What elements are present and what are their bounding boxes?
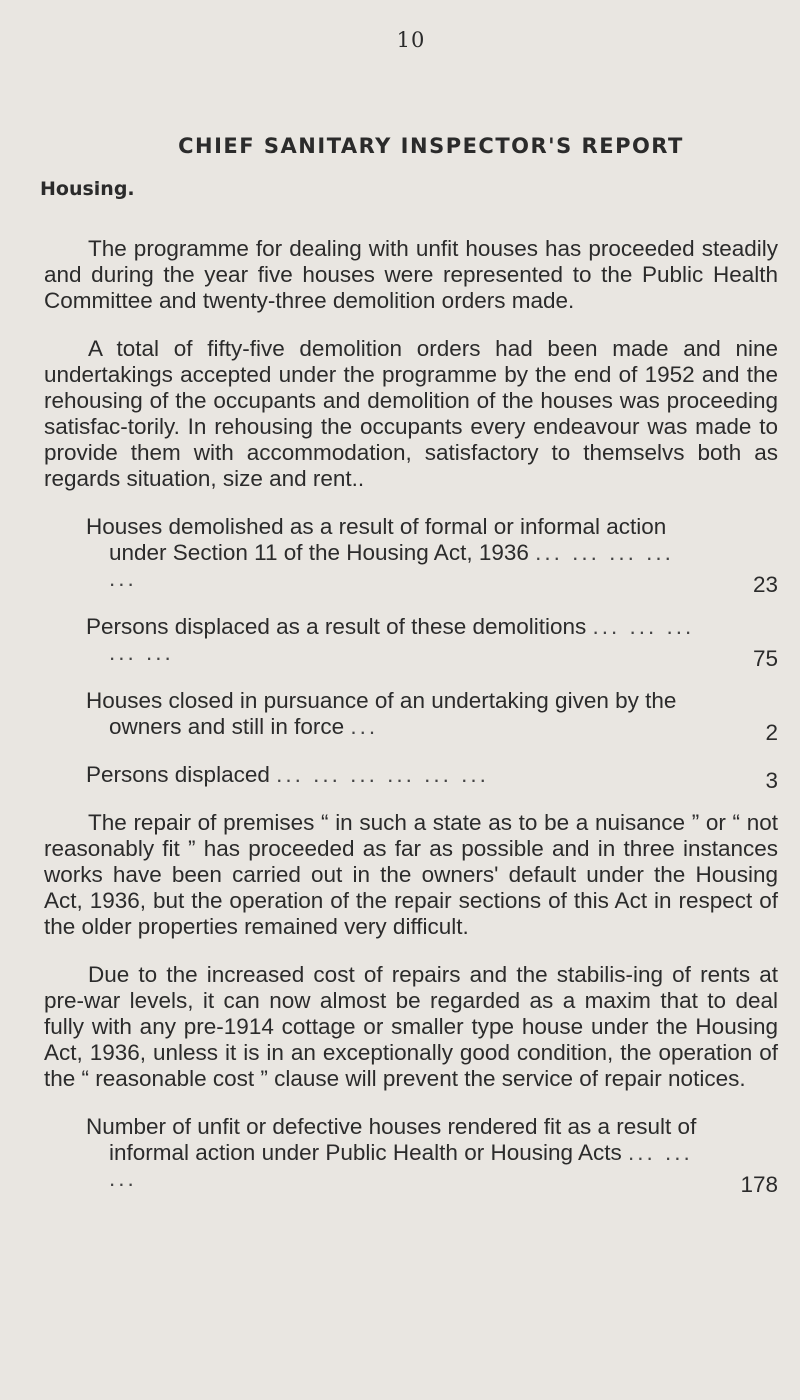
stat-persons-displaced <box>44 762 778 793</box>
paragraph-demolition-orders: A total of fifty-five demolition orders had been made and nine undertakings accepted under the programme by the end of 1952 and the rehousing of the occupants and demolition of the houses was proceeding satisfac-torily. In rehousing the occupants every endeavour was made to provide them with accommodation, satisfactory to themselvs both as regards situation, size and rent.. <box>44 336 778 491</box>
leader-dots: ... ... ... <box>109 1140 693 1191</box>
report-title: CHIEF SANITARY INSPECTOR'S REPORT <box>178 134 684 158</box>
page-number: 10 <box>396 28 426 52</box>
stat-persons-displaced-demolitions <box>44 614 778 671</box>
section-heading: Housing. <box>40 178 135 200</box>
housing-statistics <box>44 514 778 793</box>
leader-dots: ... <box>350 714 379 739</box>
stat-value: 23 <box>752 572 778 597</box>
stat-value: 75 <box>752 646 778 671</box>
stat-label: Number of unfit or defective houses rendered fit as a result of informal action under Public Health or Housing Acts <box>86 1114 697 1165</box>
stat-value: 178 <box>740 1172 778 1197</box>
stat-value: 3 <box>765 768 778 793</box>
paragraph-repair: The repair of premises “ in such a state as to be a nuisance ” or “ not reasonably fit ” has proceeded as far as possible and in three instances works have been carried out in the owners' default under the Housing Act, 1936, but the operation of the repair sections of this Act in respect of the older properties remained very difficult. <box>44 810 778 939</box>
paragraph-repair-costs: Due to the increased cost of repairs and the stabilis-ing of rents at pre-war levels, it can now almost be regarded as a maxim that to deal fully with any pre-1914 cottage or smaller type house under the Housing Act, 1936, unless it is in an exceptionally good condition, the operation of the “ reasonable cost ” clause will prevent the service of repair notices. <box>44 962 778 1091</box>
stat-houses-closed <box>44 688 778 745</box>
paragraph-programme: The programme for dealing with unfit houses has proceeded steadily and during the year five houses were represented to the Public Health Committee and twenty-three demolition orders made. <box>44 236 778 313</box>
stat-houses-rendered-fit <box>44 1114 778 1197</box>
repair-statistics <box>44 1114 778 1197</box>
stat-label: Houses closed in pursuance of an undertaking given by the owners and still in force <box>86 688 677 739</box>
stat-label: Houses demolished as a result of formal or informal action under Section 11 of the Housing Act, 1936 <box>86 514 667 565</box>
leader-dots: ... ... ... ... ... ... <box>276 762 489 787</box>
stat-houses-demolished <box>44 514 778 597</box>
stat-value: 2 <box>765 720 778 745</box>
stat-label: Persons displaced <box>86 762 270 787</box>
leader-dots: ... ... ... ... ... <box>109 614 695 665</box>
stat-label: Persons displaced as a result of these demolitions <box>86 614 587 639</box>
leader-dots: ... ... ... ... ... <box>109 540 674 591</box>
